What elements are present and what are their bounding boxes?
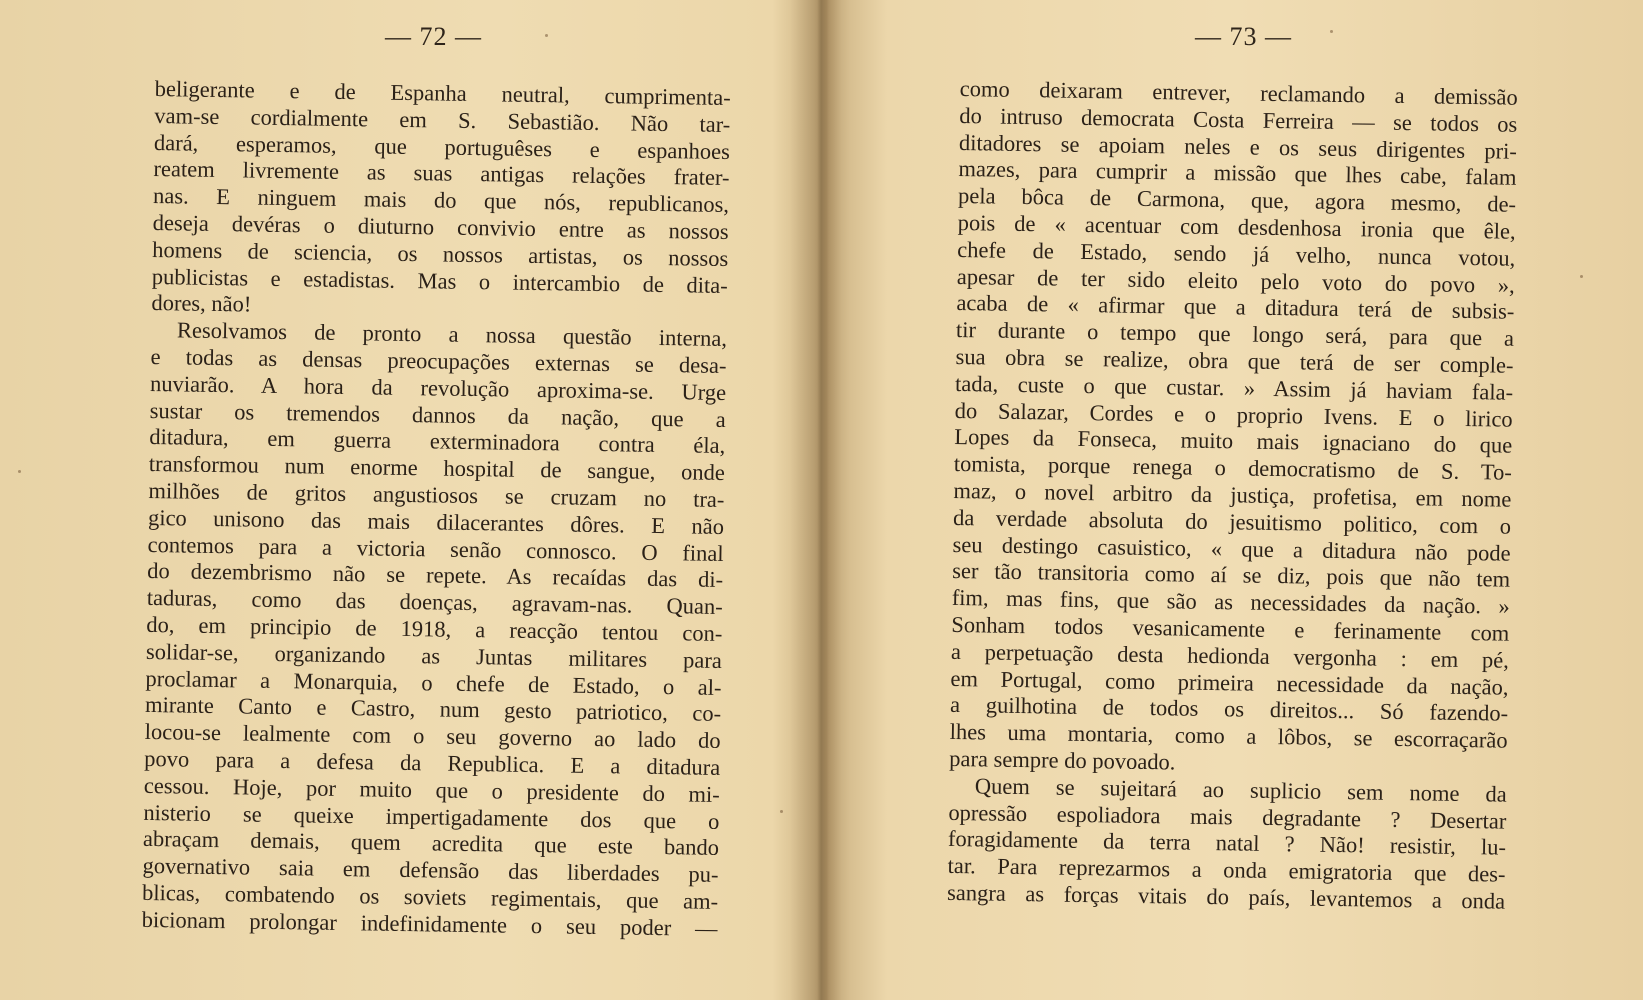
text-line: mazes, para cumprir a missão que lhes cabe, falam bbox=[958, 156, 1517, 191]
text-line: sua obra se realize, obra que terá de ser comple- bbox=[955, 343, 1514, 378]
text-line: nas. E ninguem mais do que nós, republicanos, bbox=[152, 183, 730, 218]
text-line: beligerante e de Espanha neutral, cumprimenta- bbox=[154, 76, 731, 111]
text-line: da verdade absoluta do jesuitismo politico, com o bbox=[952, 504, 1512, 539]
paper-speck bbox=[18, 470, 21, 473]
text-line: do dezembrismo não se repete. As recaídas das di- bbox=[147, 558, 724, 593]
text-line: do intruso democrata Costa Ferreira — se todos os bbox=[959, 102, 1518, 137]
text-line: a guilhotina de todos os direitos... Só fazendo- bbox=[949, 692, 1509, 727]
paper-speck bbox=[1330, 30, 1333, 33]
text-line: Lopes da Fonseca, muito mais ignaciano do que bbox=[954, 424, 1513, 459]
text-line: povo para a defesa da Republica. E a ditadura bbox=[144, 745, 721, 780]
right-page-body bbox=[947, 76, 1518, 915]
text-line: ditadores se apoiam neles e os seus dirigentes pri- bbox=[958, 129, 1518, 164]
text-line: sangra as forças vitais do país, levantemos a onda bbox=[946, 879, 1506, 914]
text-line: contemos para a victoria senão connosco. O final bbox=[147, 531, 724, 566]
text-line: gico unisono das mais dilacerantes dôres. E não bbox=[147, 504, 725, 539]
text-line: solidar-se, organizando as Juntas militares para bbox=[145, 638, 723, 673]
text-line: sustar os tremendos dannos da nação, que a bbox=[149, 397, 726, 432]
text-line: vam-se cordialmente em S. Sebastião. Não tar- bbox=[154, 102, 731, 137]
text-line: pois de « acentuar com desdenhosa ironia que êle, bbox=[957, 209, 1516, 244]
text-line: do, em principio de 1918, a reacção tentou con- bbox=[146, 611, 723, 646]
text-line: pela bôca de Carmona, que, agora mesmo, de- bbox=[957, 183, 1517, 217]
text-line: opressão espoliadora mais degradante ? Desertar bbox=[948, 799, 1507, 834]
text-line: cessou. Hoje, por muito que o presidente do mi- bbox=[143, 772, 720, 807]
left-page bbox=[0, 0, 820, 1000]
text-line: tir durante o tempo que longo será, para que a bbox=[955, 317, 1515, 351]
paper-speck bbox=[780, 810, 783, 813]
text-line: Quem se sujeitará ao suplicio sem nome da bbox=[974, 773, 1507, 807]
text-line: Resolvamos de pronto a nossa questão interna, bbox=[176, 317, 728, 352]
text-line: apesar de ter sido eleito pelo voto do povo », bbox=[956, 263, 1515, 298]
right-page bbox=[835, 0, 1643, 1000]
text-line: deseja devéras o diuturno convivio entre as nossos bbox=[152, 209, 729, 245]
text-line: transformou num enorme hospital de sangue, onde bbox=[148, 451, 726, 486]
text-line: dores, não! bbox=[151, 290, 252, 317]
text-line: seu destingo casuistico, « que a ditadura não pode bbox=[952, 531, 1511, 566]
left-page-body bbox=[142, 76, 731, 942]
text-line: ser tão transitoria como aí se diz, pois que não tem bbox=[952, 558, 1511, 593]
text-line: blicas, combatendo os soviets regimentais, que am- bbox=[141, 879, 719, 914]
text-line: homens de sciencia, os nossos artistas, os nossos bbox=[152, 236, 729, 271]
text-line: bicionam prolongar indefinidamente o seu poder — bbox=[141, 906, 718, 941]
text-line: Sonham todos vesanicamente e ferinamente com bbox=[951, 611, 1510, 646]
paper-speck bbox=[545, 34, 548, 37]
text-line: proclamar a Monarquia, o chefe de Estado, o al- bbox=[145, 665, 722, 700]
right-page-number: — 73 — bbox=[1195, 22, 1292, 51]
text-line: tomista, porque renega o democratismo de S. To- bbox=[953, 451, 1513, 485]
text-line: lhes uma montaria, como a lôbos, se escorraçarão bbox=[949, 719, 1508, 753]
text-line: nisterio se queixe impertigadamente dos que o bbox=[143, 799, 720, 834]
text-line: governativo saia em defensão das liberdades pu- bbox=[142, 853, 719, 888]
text-line: ditadura, em guerra exterminadora contra éla, bbox=[149, 424, 726, 459]
text-line: tada, custe o que custar. » Assim já haviam fala- bbox=[954, 370, 1514, 405]
text-line: milhões de gritos angustiosos se cruzam no tra- bbox=[148, 477, 725, 512]
text-line: tar. Para reprezarmos a onda emigratoria que des- bbox=[947, 853, 1506, 887]
text-line: chefe de Estado, sendo já velho, nunca votou, bbox=[957, 236, 1516, 271]
text-line: a perpetuação desta hedionda vergonha : em pé, bbox=[950, 638, 1510, 673]
text-line: para sempre do povoado. bbox=[949, 745, 1176, 775]
text-line: do Salazar, Cordes e o proprio Ivens. E o lirico bbox=[954, 397, 1513, 432]
text-line: fim, mas fins, que são as necessidades da nação. » bbox=[951, 585, 1510, 619]
text-line: e todas as densas preocupações externas se desa- bbox=[150, 343, 727, 378]
text-line: locou-se lealmente com o seu governo ao lado do bbox=[144, 719, 721, 754]
text-line: reatem livremente as suas antigas relações frater- bbox=[153, 156, 730, 191]
text-line: como deixaram entrever, reclamando a demissão bbox=[959, 76, 1518, 110]
text-line: mirante Canto e Castro, num gesto patriotico, co- bbox=[144, 692, 722, 727]
text-line: abraçam demais, quem acredita que este bando bbox=[142, 826, 720, 861]
text-line: publicistas e estadistas. Mas o intercambio de dita- bbox=[151, 263, 728, 298]
text-line: nuviarão. A hora da revolução aproxima-se. Urge bbox=[149, 370, 727, 405]
text-line: foragidamente da terra natal ? Não! resistir, lu- bbox=[947, 826, 1507, 860]
paper-speck bbox=[1580, 275, 1583, 278]
text-line: dará, esperamos, que portuguêses e espanhoes bbox=[153, 129, 731, 164]
text-line: taduras, como das doenças, agravam-nas. Quan- bbox=[146, 585, 723, 620]
left-page-number: — 72 — bbox=[385, 22, 482, 51]
text-line: acaba de « afirmar que a ditadura terá de subsis- bbox=[956, 290, 1515, 325]
text-line: em Portugal, como primeira necessidade da nação, bbox=[950, 665, 1509, 700]
text-line: maz, o novel arbitro da justiça, profetisa, em nome bbox=[953, 477, 1512, 512]
